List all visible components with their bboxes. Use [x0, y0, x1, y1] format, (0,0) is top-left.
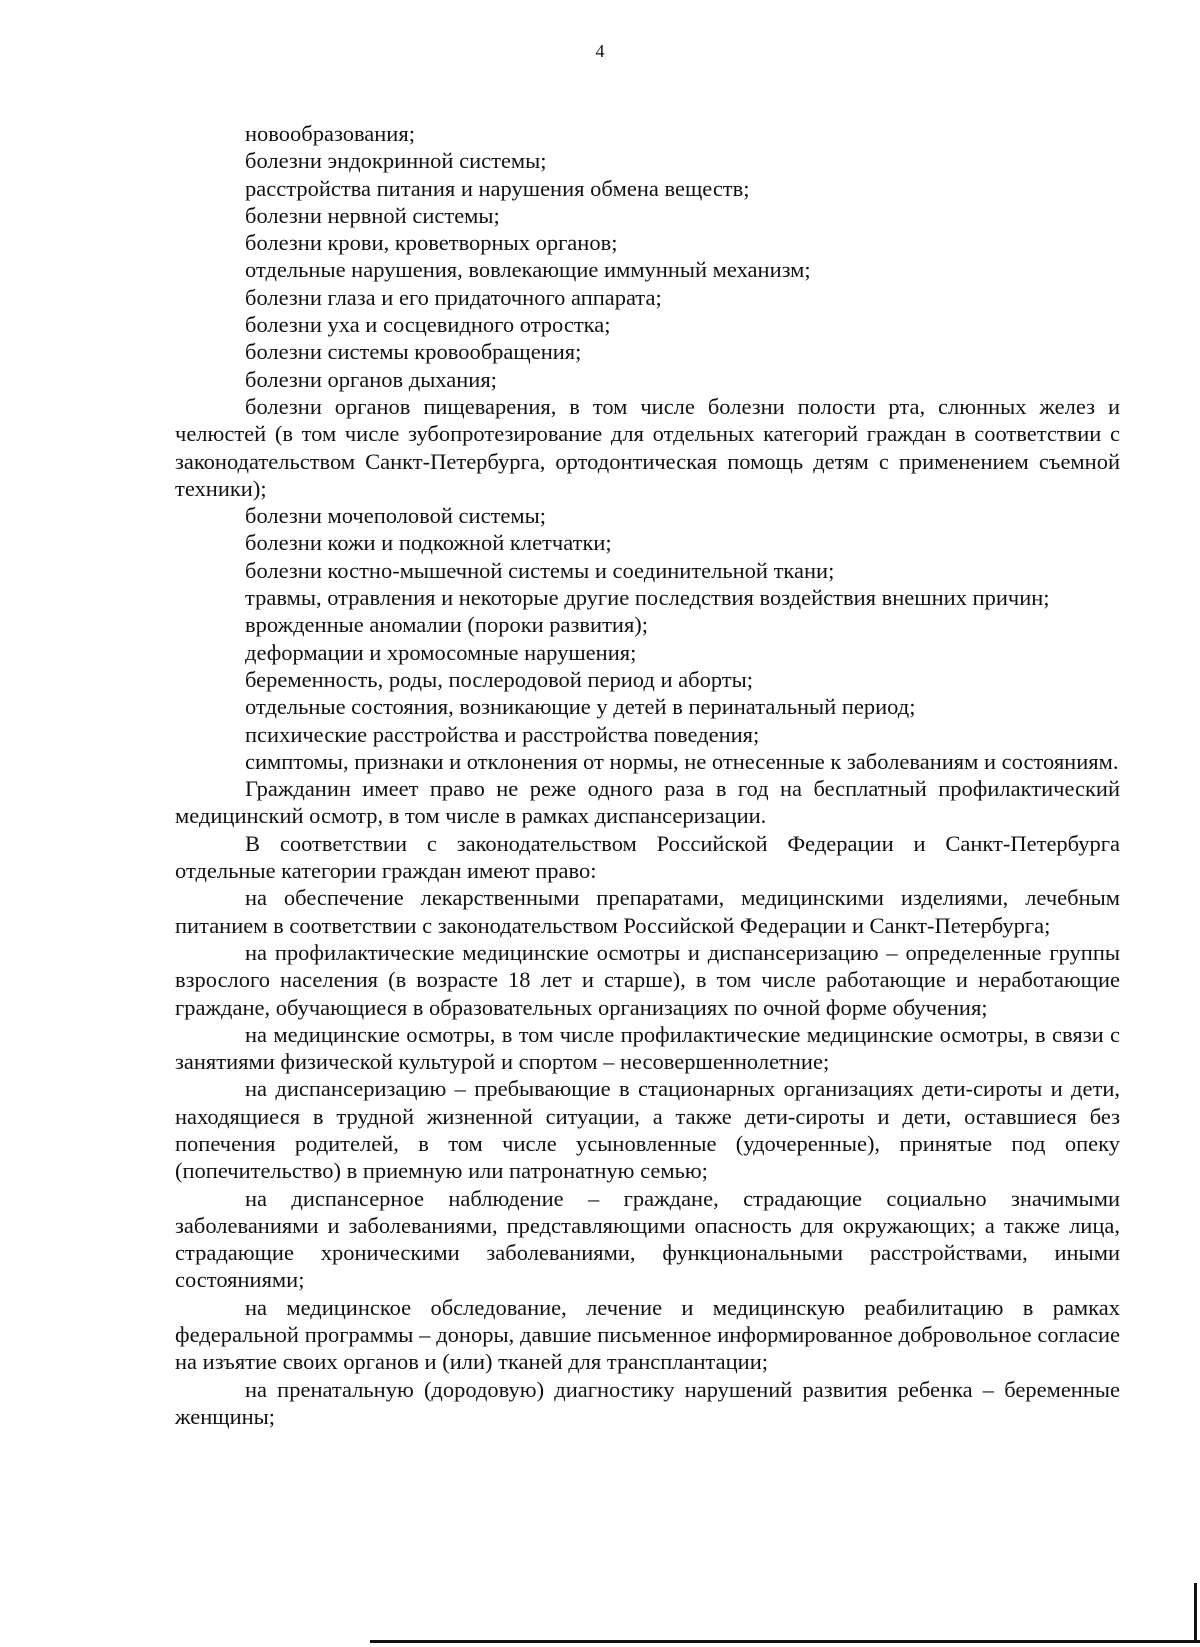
list-item: болезни кожи и подкожной клетчатки;: [245, 530, 612, 556]
list-item: болезни нервной системы;: [245, 202, 500, 228]
list-item: психические расстройства и расстройства поведения;: [245, 721, 760, 747]
paragraph: на обеспечение лекарственными препаратами, медицинскими изделиями, лечебным питанием в соответствии с законодательством Российской Федерации и Санкт-Петербурга;: [175, 885, 1120, 938]
scan-edge-bottom: [370, 1640, 1200, 1643]
list-item: болезни крови, кроветворных органов;: [245, 230, 618, 256]
list-item: деформации и хромосомные нарушения;: [245, 639, 637, 665]
paragraph: на диспансеризацию – пребывающие в стационарных организациях дети-сироты и дети, находящиеся в трудной жизненной ситуации, а также дети-сироты и дети, оставшиеся без попечения родителей, в том числе усыновленные (удочеренные), принятые под опеку (попечительство) в приемную или патронатную семью;: [175, 1076, 1120, 1184]
scan-edge-right: [1194, 1583, 1197, 1643]
paragraph: Гражданин имеет право не реже одного раза в год на бесплатный профилактический медицинский осмотр, в том числе в рамках диспансеризации.: [175, 776, 1120, 829]
list-item: отдельные состояния, возникающие у детей в перинатальный период;: [245, 694, 916, 720]
list-item: новообразования;: [245, 121, 415, 146]
list-item: болезни системы кровообращения;: [245, 339, 582, 365]
paragraph: на медицинские осмотры, в том числе профилактические медицинские осмотры, в связи с занятиями физической культурой и спортом – несовершеннолетние;: [175, 1021, 1120, 1075]
list-item: травмы, отравления и некоторые другие последствия воздействия внешних причин;: [245, 585, 1050, 611]
page-number: 4: [595, 41, 605, 61]
list-item: беременность, роды, послеродовой период и аборты;: [245, 666, 753, 692]
list-item: болезни мочеполовой системы;: [245, 503, 546, 529]
document-body: [175, 120, 1120, 1430]
list-item: болезни глаза и его придаточного аппарата;: [245, 284, 662, 310]
list-item: болезни органов дыхания;: [245, 366, 497, 392]
paragraph: на диспансерное наблюдение – граждане, страдающие социально значимыми заболеваниями и заболеваниями, представляющими опасность для окружающих; а также лица, страдающие хроническими заболеваниями, функциональными расстройствами, иными состояниями;: [175, 1185, 1120, 1293]
paragraph: на медицинское обследование, лечение и медицинскую реабилитацию в рамках федеральной программы – доноры, давшие письменное информированное добровольное согласие на изъятие своих органов и (или) тканей для трансплантации;: [175, 1294, 1120, 1375]
list-item: болезни органов пищеварения, в том числе болезни полости рта, слюнных желез и челюстей (в том числе зубопротезирование для отдельных категорий граждан в соответствии с законодательством Санкт-Петербурга, ортодонтическая помощь детям с применением съемной техники);: [175, 393, 1120, 501]
list-item: расстройства питания и нарушения обмена веществ;: [245, 175, 750, 201]
list-item: врожденные аномалии (пороки развития);: [245, 612, 649, 638]
paragraph: В соответствии с законодательством Российской Федерации и Санкт-Петербурга отдельные категории граждан имеют право:: [175, 830, 1120, 884]
list-item: болезни эндокринной системы;: [245, 148, 547, 174]
paragraph: на пренатальную (дородовую) диагностику нарушений развития ребенка – беременные женщины;: [175, 1376, 1120, 1429]
paragraph: на профилактические медицинские осмотры и диспансеризацию – определенные группы взрослого населения (в возрасте 18 лет и старше), в том числе работающие и неработающие граждане, обучающиеся в образовательных организациях по очной форме обучения;: [175, 939, 1120, 1020]
list-item: болезни костно-мышечной системы и соединительной ткани;: [245, 557, 835, 583]
list-item: отдельные нарушения, вовлекающие иммунный механизм;: [245, 257, 811, 283]
list-item: болезни уха и сосцевидного отростка;: [245, 312, 611, 338]
list-item: симптомы, признаки и отклонения от нормы, не отнесенные к заболеваниям и состояниям.: [245, 748, 1119, 774]
